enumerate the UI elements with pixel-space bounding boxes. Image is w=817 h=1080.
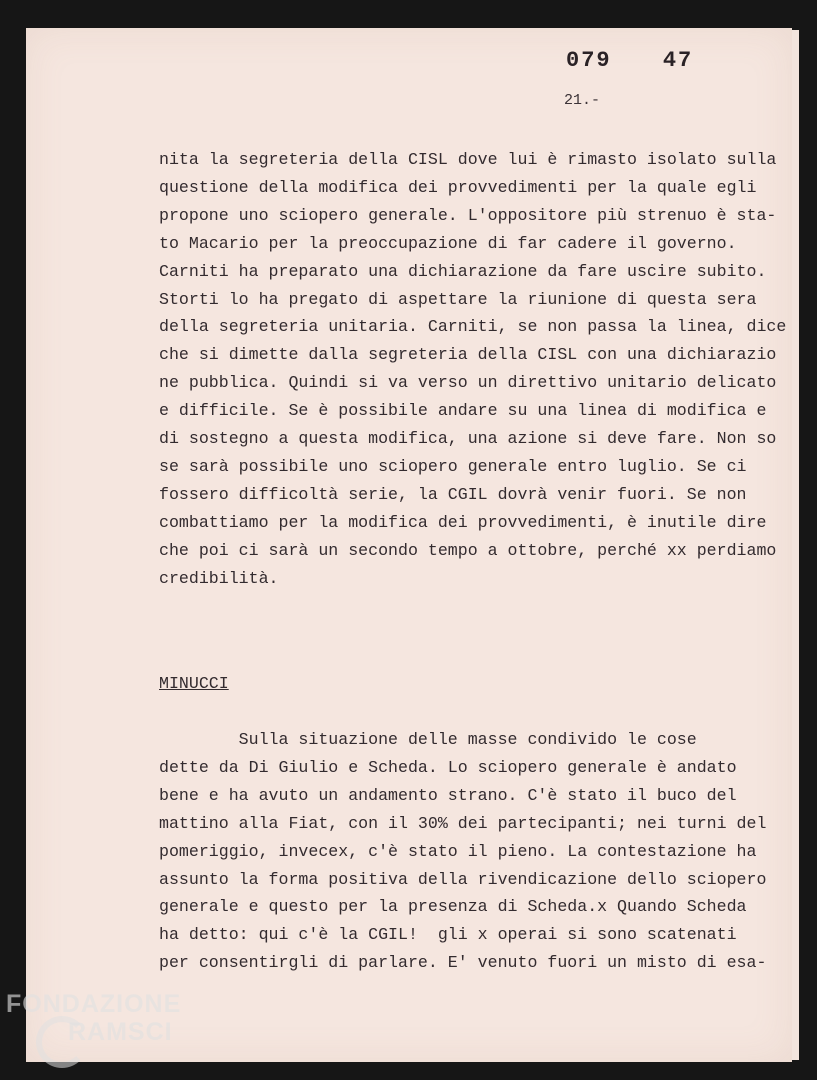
text-line: combattiamo per la modifica dei provvedimenti, è inutile dire [159, 512, 767, 532]
text-line: propone uno sciopero generale. L'oppositore più strenuo è sta- [159, 205, 777, 225]
archive-number-part-2: 47 [662, 48, 694, 73]
text-line: generale e questo per la presenza di Scheda.x Quando Scheda [159, 897, 747, 917]
text-line: che si dimette dalla segreteria della CISL con una dichiarazio [159, 345, 777, 365]
text-line: bene e ha avuto un andamento strano. C'è stato il buco del [159, 785, 737, 805]
text-line: Carniti ha preparato una dichiarazione da fare uscire subito. [159, 261, 767, 281]
text-line: assunto la forma positiva della rivendicazione dello sciopero [159, 869, 767, 889]
text-line: questione della modifica dei provvedimenti per la quale egli [159, 177, 757, 197]
text-line: fossero difficoltà serie, la CGIL dovrà venir fuori. Se non [159, 484, 747, 504]
watermark-line-1: FONDAZIONE [6, 990, 182, 1018]
text-line: Sulla situazione delle masse condivido le cose [159, 730, 697, 749]
paragraph-1 [159, 146, 787, 593]
text-line: mattino alla Fiat, con il 30% dei partecipanti; nei turni del [159, 813, 767, 833]
text-line: dette da Di Giulio e Scheda. Lo sciopero generale è andato [159, 757, 737, 777]
text-line: che poi ci sarà un secondo tempo a ottobre, perché xx perdiamo [159, 540, 777, 560]
text-line: Storti lo ha pregato di aspettare la riunione di questa sera [159, 289, 757, 309]
text-line: e difficile. Se è possibile andare su una linea di modifica e [159, 401, 767, 421]
archive-number-part-1: 079 [566, 48, 612, 73]
fondazione-gramsci-watermark [6, 990, 206, 1070]
archive-number [566, 48, 693, 73]
paragraph-2 [159, 726, 769, 977]
text-line: to Macario per la preoccupazione di far cadere il governo. [159, 233, 737, 253]
text-line: pomeriggio, invecex, c'è stato il pieno. La contestazione ha [159, 841, 757, 861]
text-line: ha detto: qui c'è la CGIL! gli x operai si sono scatenati [159, 925, 737, 945]
text-line: per consentirgli di parlare. E' venuto fuori un misto di esa- [159, 953, 767, 973]
text-line: della segreteria unitaria. Carniti, se non passa la linea, dice [159, 317, 787, 337]
text-line: nita la segreteria della CISL dove lui è rimasto isolato sulla [159, 150, 777, 169]
text-line: se sarà possibile uno sciopero generale entro luglio. Se ci [159, 456, 747, 476]
watermark-line-2: RAMSCI [68, 1018, 173, 1046]
section-heading: MINUCCI [159, 674, 229, 693]
page-number: 21.- [564, 92, 601, 109]
text-line: di sostegno a questa modifica, una azione si deve fare. Non so [159, 429, 777, 449]
text-line: ne pubblica. Quindi si va verso un direttivo unitario delicato [159, 373, 777, 393]
text-line: credibilità. [159, 568, 279, 588]
